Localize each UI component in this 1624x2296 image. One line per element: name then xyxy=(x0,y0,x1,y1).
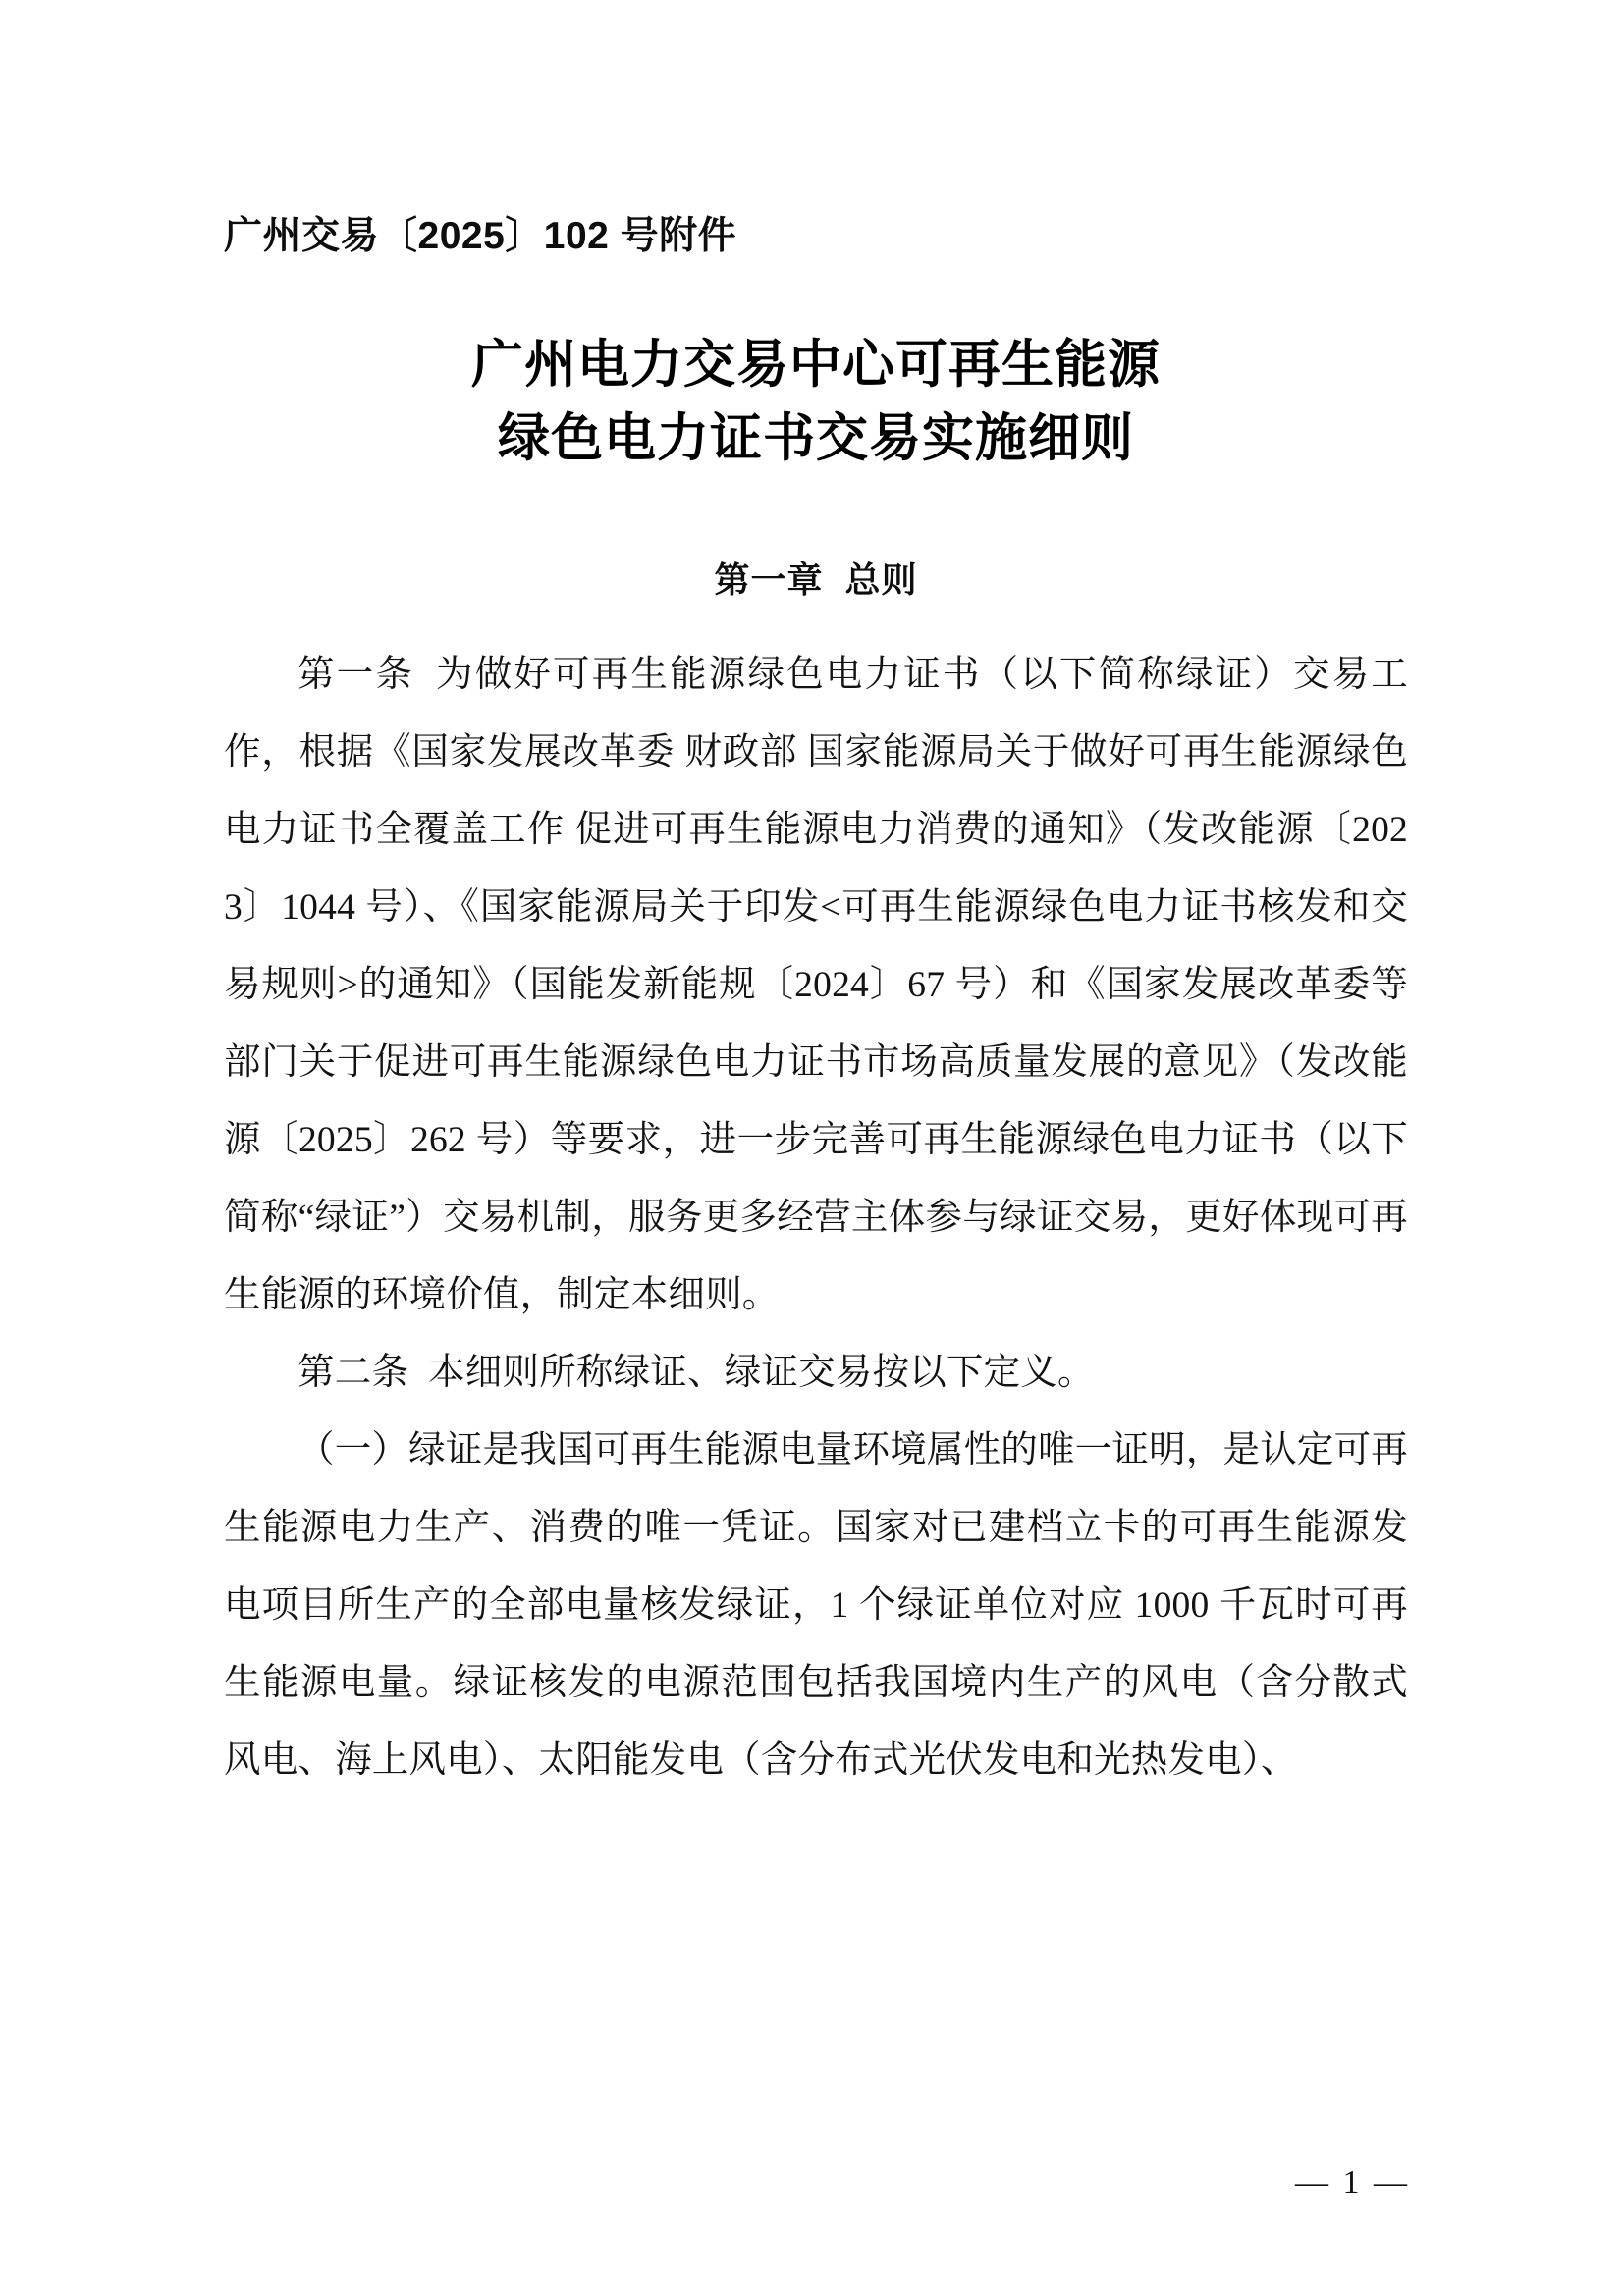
article-paragraph-2 xyxy=(224,1334,1408,1412)
page-title xyxy=(224,329,1408,477)
article-text-2: 本细则所称绿证、绿证交易按以下定义。 xyxy=(428,1353,1095,1394)
document-number: 广州交易〔2025〕102 号附件 xyxy=(224,215,737,257)
page-title-line-2: 绿色电力证书交易实施细则 xyxy=(498,410,1134,468)
document-body xyxy=(224,0,1408,1799)
chapter-heading xyxy=(224,553,1408,603)
page-number-footer: — 1 — xyxy=(1295,2164,1410,2201)
chapter-name: 总则 xyxy=(844,560,918,601)
article-marker-1: 第一条 xyxy=(298,655,415,696)
page-title-line-1: 广州电力交易中心可再生能源 xyxy=(471,336,1161,394)
article-text-3: （一）绿证是我国可再生能源电量环境属性的唯一证明，是认定可再生能源电力生产、消费的唯一凭证。国家对已建档立卡的可再生能源发电项目所生产的全部电量核发绿证，1 个绿证单位对应 1000 千瓦时可再生能源电量。绿证核发的电源范围包括我国境内生产的风电（含分散式风电、海上风电）、太阳能发电（含分布式光伏发电和光热发电）、 xyxy=(224,1430,1408,1782)
article-paragraph-3 xyxy=(224,1412,1408,1799)
article-paragraph-1 xyxy=(224,636,1408,1334)
article-marker-2: 第二条 xyxy=(298,1353,409,1394)
article-text-1: 为做好可再生能源绿色电力证书（以下简称绿证）交易工作，根据《国家发展改革委 财政部 国家能源局关于做好可再生能源绿色电力证书全覆盖工作 促进可再生能源电力消费的通知》（发改能源〔2023〕1044 号）、《国家能源局关于印发<可再生能源绿色电力证书核发和交易规则>的通知》（国能发新能规〔2024〕67 号）和《国家发展改革委等部门关于促进可再生能源绿色电力证书市场高质量发展的意见》（发改能源〔2025〕262 号）等要求，进一步完善可再生能源绿色电力证书（以下简称“绿证”）交易机制，服务更多经营主体参与绿证交易，更好体现可再生能源的环境价值，制定本细则。 xyxy=(224,655,1409,1316)
chapter-number: 第一章 xyxy=(714,560,824,601)
article-list xyxy=(224,636,1408,1799)
